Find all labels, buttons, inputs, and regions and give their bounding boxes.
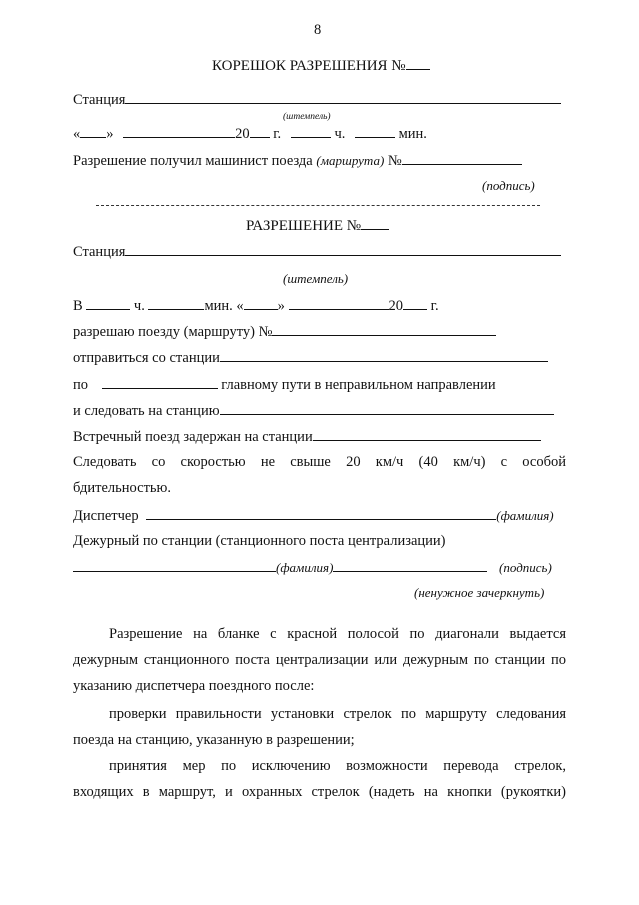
- body-p2-line1: [73, 701, 566, 727]
- stub-title: [212, 56, 430, 75]
- stub-signature-label: (подпись): [482, 178, 535, 193]
- permit-time-row: [73, 296, 439, 315]
- permit-speed-text: Следовать со скоростью не свыше 20 км/ч (40 км/ч) с особой: [73, 454, 566, 470]
- permit-track-text: главному пути в неправильном направлении: [221, 377, 496, 393]
- cut-line: [96, 205, 540, 206]
- stub-year-prefix: 20: [235, 126, 250, 142]
- body-p2-line1-text: проверки правильности установки стрелок по маршруту следования: [109, 706, 566, 722]
- permit-track-blank: [102, 375, 218, 389]
- stub-received-text: Разрешение получил машинист поезда: [73, 153, 313, 169]
- permit-month-blank: [289, 296, 389, 310]
- body-p3-line1-text: принятия мер по исключению возможности перевода стрелок,: [109, 758, 566, 774]
- stub-train-number-blank: [402, 151, 522, 165]
- permit-vigilance-text: бдительностью.: [73, 480, 171, 496]
- permit-at-label: В: [73, 298, 83, 314]
- body-p1-line2: дежурным станционного поста централизации или дежурным по станции по: [73, 652, 566, 668]
- permit-speed-line: [73, 449, 566, 501]
- permit-day-blank: [244, 296, 278, 310]
- stub-close-quote: »: [106, 126, 114, 142]
- permit-track-row: [73, 375, 496, 394]
- stub-title-text: КОРЕШОК РАЗРЕШЕНИЯ №: [212, 58, 406, 74]
- permit-minutes-blank: [148, 296, 204, 310]
- stub-year-suffix: г.: [273, 126, 282, 142]
- body-p1-line3: указанию диспетчера поездного после:: [73, 678, 315, 694]
- permit-duty-row: Дежурный по станции (станционного поста централизации): [73, 533, 446, 549]
- permit-dispatcher-label: Диспетчер: [73, 508, 139, 524]
- permit-number-blank: [361, 216, 389, 230]
- permit-surname-label2: (фамилия): [276, 560, 334, 575]
- permit-follow-station-blank: [220, 401, 554, 415]
- stub-date-row: [73, 124, 427, 143]
- page-number: 8: [314, 22, 322, 38]
- permit-duty-surname-blank: [73, 558, 276, 572]
- permit-station-blank: [125, 242, 561, 256]
- permit-year-prefix: 20: [388, 298, 404, 314]
- stub-hours-blank: [291, 124, 331, 138]
- permit-depart-text: отправиться со станции: [73, 350, 220, 366]
- body-paragraph-2: [73, 701, 566, 753]
- permit-follow-text: и следовать на станцию: [73, 403, 220, 419]
- stub-received-row: [73, 151, 522, 170]
- permit-surname-label: (фамилия): [496, 508, 554, 523]
- stub-station-label: Станция: [73, 92, 126, 108]
- permit-signature-label: (подпись): [499, 560, 552, 575]
- body-paragraph-1: [73, 621, 566, 699]
- permit-allow-text: разрешаю поезду (маршруту) №: [73, 324, 273, 340]
- body-p3-line1: [73, 753, 566, 779]
- permit-title: [246, 216, 389, 235]
- permit-minutes-label: мин. «: [204, 298, 244, 314]
- permit-oncoming-text: Встречный поезд задержан на станции: [73, 429, 313, 445]
- permit-title-text: РАЗРЕШЕНИЕ №: [246, 218, 362, 234]
- stub-hours-label: ч.: [334, 126, 346, 142]
- permit-station-row: [73, 242, 561, 261]
- permit-by-label: по: [73, 377, 89, 393]
- body-p2-line2: поезда на станцию, указанную в разрешении;: [73, 732, 355, 748]
- permit-oncoming-station-blank: [313, 427, 541, 441]
- permit-dispatcher-row: [73, 506, 554, 525]
- stub-day-blank: [80, 124, 106, 138]
- permit-dispatcher-blank: [146, 506, 496, 520]
- stub-open-quote: «: [73, 126, 81, 142]
- stub-number-blank: [406, 56, 430, 70]
- permit-duty-sign-row: [73, 558, 552, 577]
- stub-minutes-label: мин.: [398, 126, 427, 142]
- permit-year-blank: [403, 296, 427, 310]
- stub-month-blank: [123, 124, 235, 138]
- permit-depart-row: [73, 348, 548, 367]
- permit-hours-blank: [86, 296, 130, 310]
- permit-train-number-blank: [272, 322, 496, 336]
- stub-station-blank: [125, 90, 561, 104]
- stub-stamp-label: (штемпель): [283, 112, 331, 122]
- body-p1-line1: [73, 621, 566, 647]
- permit-duty-signature-blank: [333, 558, 487, 572]
- permit-close-quote: »: [277, 298, 285, 314]
- body-paragraph-3: [73, 753, 566, 805]
- permit-stamp-label: (штемпель): [283, 271, 349, 286]
- stub-route-label: (маршрута): [316, 153, 385, 168]
- permit-station-label: Станция: [73, 244, 126, 260]
- stub-year-blank: [250, 124, 270, 138]
- permit-hours-label: ч.: [133, 298, 145, 314]
- stub-minutes-blank: [355, 124, 395, 138]
- stub-station-row: [73, 90, 561, 109]
- stub-number-sign: №: [387, 153, 402, 169]
- permit-strike-note: (ненужное зачеркнуть): [414, 585, 545, 600]
- body-p1-line1-text: Разрешение на бланке с красной полосой по диагонали выдается: [109, 626, 566, 642]
- permit-follow-row: [73, 401, 554, 420]
- permit-depart-station-blank: [220, 348, 548, 362]
- permit-oncoming-row: [73, 427, 541, 446]
- permit-allow-row: [73, 322, 496, 341]
- body-p3-line2: входящих в маршрут, и охранных стрелок (надеть на кнопки (рукоятки): [73, 784, 566, 800]
- permit-year-suffix: г.: [430, 298, 439, 314]
